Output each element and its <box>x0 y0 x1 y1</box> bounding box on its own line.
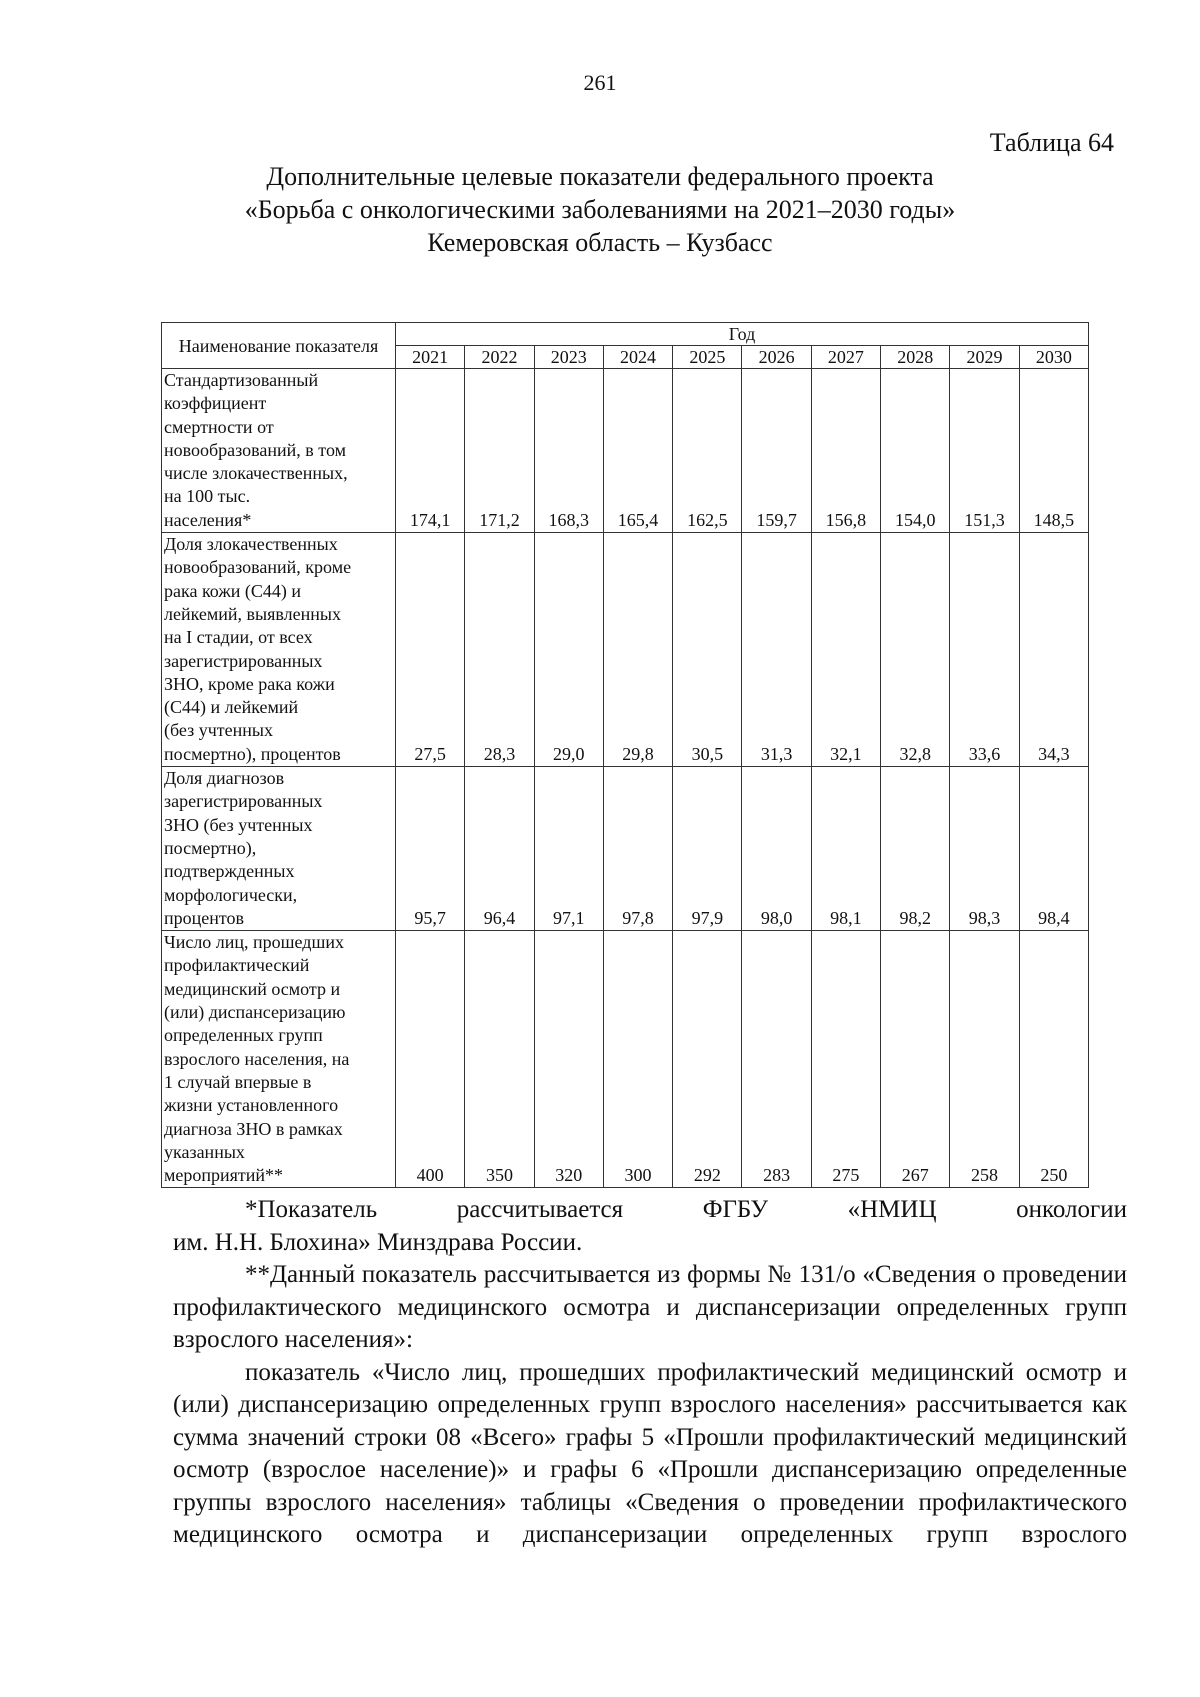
header-year-8: 2029 <box>950 346 1019 369</box>
indicator-name-line: диагноза ЗНО в рамках <box>164 1118 343 1139</box>
value-cell: 168,3 <box>534 369 603 533</box>
value-cell: 32,8 <box>881 533 950 767</box>
indicator-name-line: процентов <box>164 907 245 928</box>
indicator-name-line: ЗНО (без учтенных <box>164 814 313 835</box>
header-year-6: 2027 <box>811 346 880 369</box>
value-cell: 250 <box>1019 931 1088 1188</box>
value-cell: 162,5 <box>673 369 742 533</box>
value-cell: 292 <box>673 931 742 1188</box>
indicator-name-line: посмертно), процентов <box>164 743 341 764</box>
value-cell: 96,4 <box>465 767 534 931</box>
indicator-name-line: Число лиц, прошедших <box>164 932 344 953</box>
indicator-name-line: определенных групп <box>164 1025 323 1046</box>
title-line-2: «Борьба с онкологическими заболеваниями на 2021–2030 годы» <box>244 195 956 224</box>
value-cell: 320 <box>534 931 603 1188</box>
indicators-table <box>161 322 1089 1188</box>
header-year: Год <box>396 323 1089 346</box>
value-cell: 27,5 <box>396 533 465 767</box>
value-cell: 98,2 <box>881 767 950 931</box>
value-cell: 32,1 <box>811 533 880 767</box>
value-cell: 98,4 <box>1019 767 1088 931</box>
indicator-name-line: коэффициент <box>164 393 267 414</box>
indicator-name-line: (без учтенных <box>164 720 274 741</box>
value-cell: 154,0 <box>881 369 950 533</box>
indicator-name-line: указанных <box>164 1141 245 1162</box>
value-cell: 400 <box>396 931 465 1188</box>
page-number: 261 <box>583 70 617 95</box>
value-cell: 151,3 <box>950 369 1019 533</box>
indicator-name-line: новообразований, кроме <box>164 557 352 578</box>
table-title <box>0 160 1200 259</box>
indicator-name-line: на 100 тыс. <box>164 486 251 507</box>
indicator-name-line: морфологически, <box>164 884 298 905</box>
indicator-name-line: медицинский осмотр и <box>164 978 341 999</box>
value-cell: 171,2 <box>465 369 534 533</box>
footnotes <box>173 1194 1127 1552</box>
value-cell: 165,4 <box>603 369 672 533</box>
indicator-name-line: новообразований, в том <box>164 439 346 460</box>
indicator-name-line: зарегистрированных <box>164 791 323 812</box>
header-year-2: 2023 <box>534 346 603 369</box>
header-year-4: 2025 <box>673 346 742 369</box>
value-cell: 283 <box>742 931 811 1188</box>
value-cell: 159,7 <box>742 369 811 533</box>
title-line-3: Кемеровская область – Кузбасс <box>427 228 773 257</box>
footnote-paragraph: **Данный показатель рассчитывается из формы № 131/о «Сведения о проведении профилактического медицинского осмотра и диспансеризации определенных групп взрослого населения»: <box>173 1261 1127 1353</box>
footnote-paragraph: *Показатель рассчитывается ФГБУ «НМИЦ онкологии <box>245 1196 1127 1223</box>
indicator-name-line: жизни установленного <box>164 1095 339 1116</box>
footnote-paragraph: им. Н.Н. Блохина» Минздрава России. <box>173 1228 583 1256</box>
indicator-name-line: (или) диспансеризацию <box>164 1002 346 1023</box>
value-cell: 30,5 <box>673 533 742 767</box>
indicator-name-line: Доля злокачественных <box>164 534 338 555</box>
indicator-name-line: Доля диагнозов <box>164 768 285 789</box>
indicator-name-line: смертности от <box>164 416 274 437</box>
indicator-name-line: зарегистрированных <box>164 650 323 671</box>
value-cell: 148,5 <box>1019 369 1088 533</box>
indicator-name <box>162 369 396 533</box>
indicator-name-line: на I стадии, от всех <box>164 627 313 648</box>
indicator-name-line: взрослого населения, на <box>164 1048 350 1069</box>
indicator-name-line: Стандартизованный <box>164 370 319 390</box>
value-cell: 258 <box>950 931 1019 1188</box>
value-cell: 156,8 <box>811 369 880 533</box>
header-year-7: 2028 <box>881 346 950 369</box>
value-cell: 275 <box>811 931 880 1188</box>
indicator-name-line: населения* <box>164 509 252 530</box>
value-cell: 97,1 <box>534 767 603 931</box>
value-cell: 98,3 <box>950 767 1019 931</box>
value-cell: 97,9 <box>673 767 742 931</box>
value-cell: 174,1 <box>396 369 465 533</box>
header-year-5: 2026 <box>742 346 811 369</box>
table-row <box>162 533 1089 767</box>
value-cell: 98,0 <box>742 767 811 931</box>
value-cell: 29,8 <box>603 533 672 767</box>
header-year-0: 2021 <box>396 346 465 369</box>
value-cell: 28,3 <box>465 533 534 767</box>
value-cell: 31,3 <box>742 533 811 767</box>
indicator-name-line: рака кожи (С44) и <box>164 580 302 601</box>
value-cell: 350 <box>465 931 534 1188</box>
table-number: Таблица 64 <box>989 128 1114 157</box>
indicator-name <box>162 533 396 767</box>
value-cell: 97,8 <box>603 767 672 931</box>
header-year-1: 2022 <box>465 346 534 369</box>
indicator-name-line: профилактический <box>164 955 310 976</box>
table-row <box>162 369 1089 533</box>
indicator-name-line: мероприятий** <box>164 1165 284 1186</box>
indicator-name <box>162 931 396 1188</box>
indicator-name-line: посмертно), <box>164 837 257 858</box>
footnote-paragraph: показатель «Число лиц, прошедших профилактический медицинский осмотр и (или) диспансеризацию определенных групп взрослого населения» рассчитывается как сумма значений строки 08 «Всего» графы 5 «Прошли профилактический медицинский осмотр (взрослое население)» и графы 6 «Прошли диспансеризацию определенные группы взрослого населения» таблицы «Сведения о проведении профилактического медицинского осмотра и диспансеризации определенных групп взрослого <box>173 1358 1127 1548</box>
title-line-1: Дополнительные целевые показатели федерального проекта <box>266 162 934 191</box>
indicator-name-line: лейкемий, выявленных <box>164 603 342 624</box>
indicator-name-line: ЗНО, кроме рака кожи <box>164 673 335 694</box>
value-cell: 267 <box>881 931 950 1188</box>
indicator-name-line: подтвержденных <box>164 861 295 882</box>
value-cell: 300 <box>603 931 672 1188</box>
header-year-3: 2024 <box>603 346 672 369</box>
value-cell: 98,1 <box>811 767 880 931</box>
value-cell: 95,7 <box>396 767 465 931</box>
indicator-name-line: 1 случай впервые в <box>164 1071 312 1092</box>
table-row <box>162 767 1089 931</box>
indicator-name-line: числе злокачественных, <box>164 463 348 484</box>
indicator-name-line: (С44) и лейкемий <box>164 697 299 718</box>
value-cell: 33,6 <box>950 533 1019 767</box>
table-row <box>162 931 1089 1188</box>
indicator-name <box>162 767 396 931</box>
value-cell: 29,0 <box>534 533 603 767</box>
value-cell: 34,3 <box>1019 533 1088 767</box>
header-indicator-name: Наименование показателя <box>162 323 396 369</box>
header-year-9: 2030 <box>1019 346 1088 369</box>
